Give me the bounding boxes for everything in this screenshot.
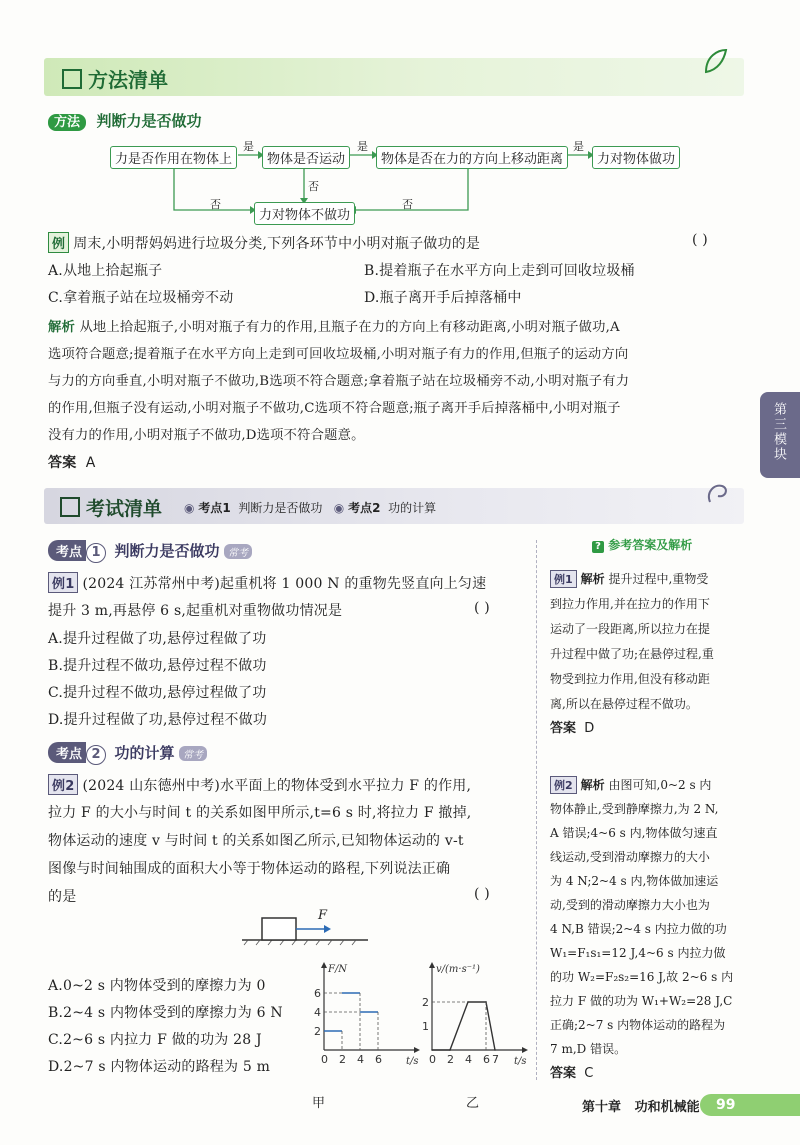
q2-line-4: 图像与时间轴围成的面积大小等于物体运动的路程,下列说法正确	[48, 861, 451, 877]
chart-b-xtick-0: 0	[429, 1053, 436, 1066]
q2-line-3: 物体运动的速度 v 与时间 t 的关系如图乙所示,已知物体运动的 v-t	[48, 833, 464, 849]
chart-a-title: 甲	[312, 1096, 326, 1111]
q1-line-1: 例1 (2024 江苏常州中考)起重机将 1 000 N 的重物先竖直向上匀速	[48, 572, 486, 593]
flow-label-yes-1: 是	[243, 140, 254, 153]
chart-b-xtick-1: 2	[447, 1053, 454, 1066]
q1-option-d: D.提升过程做了功,悬停过程不做功	[48, 712, 268, 728]
answer1-line-2: 到拉力作用,并在拉力的作用下	[550, 597, 710, 611]
chart-b-velocity-line	[432, 1002, 495, 1050]
answer2-line-3: A 错误;4~6 s 内,物体做匀速直	[550, 826, 718, 840]
answer1-line-6: 离,所以在悬停过程不做功。	[550, 697, 698, 711]
chart-a-ytick-0: 2	[314, 1025, 321, 1038]
method-banner-title: 方法清单	[62, 64, 168, 93]
chart-a-xtick-3: 6	[375, 1053, 382, 1066]
kp1-heading: 考点 1 判断力是否做功 常考	[48, 540, 252, 563]
answer2-line-6: 动,受到的滑动摩擦力大小也为	[550, 898, 710, 912]
flow-label-no-1: 否	[210, 198, 221, 211]
chart-b-xtick-2: 4	[465, 1053, 472, 1066]
flow-label-no-3: 否	[402, 198, 413, 211]
key-icon: ?	[592, 541, 604, 553]
example1-answer: 答案 A	[48, 455, 96, 471]
answer1-result: 答案 D	[550, 721, 595, 736]
example1-option-d: D.瓶子离开手后掉落桶中	[364, 290, 522, 306]
chart-b-ytick-1: 2	[422, 996, 429, 1009]
q1-option-b: B.提升过程不做功,悬停过程不做功	[48, 658, 267, 674]
example1-question: 例 周末,小明帮妈妈进行垃圾分类,下列各环节中小明对瓶子做功的是	[48, 232, 480, 253]
chart-a-ytick-1: 4	[314, 1006, 321, 1019]
example1-option-b: B.提着瓶子在水平方向上走到可回收垃圾桶	[364, 263, 635, 279]
module-side-tab: 第三模块	[760, 392, 800, 478]
q2-option-c: C.2~6 s 内拉力 F 做的功为 28 J	[48, 1032, 262, 1048]
chart-b-point-0	[431, 1049, 433, 1051]
answer2-line-1: 例2 解析 由图可知,0~2 s 内	[550, 776, 711, 794]
chart-a-xlabel: t/s	[406, 1056, 419, 1067]
answer2-result: 答案 C	[550, 1066, 594, 1081]
example1-option-c: C.拿着瓶子站在垃圾桶旁不动	[48, 290, 234, 306]
q2-bracket: ( )	[474, 886, 490, 902]
exam-banner-title: 考试清单	[60, 494, 162, 521]
swirl-icon	[702, 478, 732, 512]
chart-a-xtick-1: 2	[339, 1053, 346, 1066]
q2-line-2: 拉力 F 的大小与时间 t 的关系如图甲所示,t=6 s 时,将拉力 F 撤掉,	[48, 805, 472, 821]
q1-line-2: 提升 3 m,再悬停 6 s,起重机对重物做功情况是	[48, 603, 343, 619]
answer2-line-11: 正确;2~7 s 内物体运动的路程为	[550, 1018, 726, 1032]
answer2-line-12: 7 m,D 错误。	[550, 1042, 627, 1056]
answer2-line-4: 线运动,受到滑动摩擦力的大小	[550, 850, 710, 864]
footer-page-bar	[700, 1094, 800, 1116]
answers-header: ? 参考答案及解析	[592, 536, 692, 553]
q2-line-5: 的是	[48, 889, 77, 905]
answer2-line-2: 物体静止,受到静摩擦力,为 2 N,	[550, 802, 719, 816]
chart-a-ylabel: F/N	[328, 964, 348, 975]
chart-b-axes	[429, 962, 528, 1053]
chart-force-time	[306, 962, 426, 1080]
chart-a-axes	[321, 962, 420, 1053]
flowchart-lines	[0, 0, 800, 230]
flow-box-does-work: 力对物体做功	[592, 146, 680, 169]
footer-chapter: 第十章 功和机械能	[582, 1100, 700, 1115]
flow-box-object-moves: 物体是否运动	[262, 146, 350, 169]
column-divider	[536, 540, 537, 1080]
q2-option-d: D.2~7 s 内物体运动的路程为 5 m	[48, 1059, 271, 1075]
chart-b-point-4	[494, 1049, 496, 1051]
example1-option-a: A.从地上拾起瓶子	[48, 263, 163, 279]
kp2-heading: 考点 2 功的计算 常考	[48, 742, 207, 765]
chart-a-xtick-0: 0	[321, 1053, 328, 1066]
chart-a-ytick-2: 6	[314, 987, 321, 1000]
example1-analysis-line-4: 的作用,但瓶子没有运动,小明对瓶子不做功,C选项不符合题意;瓶子离开手后掉落桶中,小明对瓶子	[48, 401, 621, 416]
q2-tag: 例2	[48, 774, 78, 795]
answer2-line-10: 拉力 F 做的功为 W₁+W₂=28 J,C	[550, 994, 733, 1008]
example1-tag: 例	[48, 232, 69, 253]
flow-label-yes-3: 是	[573, 140, 584, 153]
chart-a-xtick-2: 4	[357, 1053, 364, 1066]
flow-box-force-on-object: 力是否作用在物体上	[110, 146, 237, 169]
chart-b-xtick-3: 6	[483, 1053, 490, 1066]
answer1-line-3: 运动了一段距离,所以拉力在提	[550, 622, 710, 636]
flow-label-no-2: 否	[308, 180, 319, 193]
flow-box-no-work: 力对物体不做功	[254, 202, 355, 225]
chart-b-xtick-4: 7	[492, 1053, 499, 1066]
q2-option-a: A.0~2 s 内物体受到的摩擦力为 0	[48, 978, 266, 994]
answer1-line-1: 例1 解析 提升过程中,重物受	[550, 570, 708, 588]
chart-b-ytick-0: 1	[422, 1020, 429, 1033]
force-label: F	[318, 908, 328, 923]
example1-bracket: ( )	[692, 232, 708, 248]
chart-velocity-time	[418, 962, 538, 1080]
answer2-line-9: 的功 W₂=F₂s₂=16 J,故 2~6 s 内	[550, 970, 734, 984]
example1-analysis-line-3: 与力的方向垂直,小明对瓶子不做功,B选项不符合题意;拿着瓶子站在垃圾桶旁不动,小明对瓶子有力	[48, 374, 630, 389]
example1-analysis-line-1: 解析 从地上拾起瓶子,小明对瓶子有力的作用,且瓶子在力的方向上有移动距离,小明对瓶子做功,A	[48, 320, 620, 335]
answer1-line-5: 物受到拉力作用,但没有移动距	[550, 672, 710, 686]
exam-banner-points: ◉ 考点1 判断力是否做功 ◉ 考点2 功的计算	[184, 501, 437, 515]
q2-line-1: 例2 (2024 山东德州中考)水平面上的物体受到水平拉力 F 的作用,	[48, 774, 471, 795]
q1-option-a: A.提升过程做了功,悬停过程做了功	[48, 631, 267, 647]
chart-b-title: 乙	[466, 1096, 480, 1111]
analysis-label: 解析	[48, 320, 75, 335]
checkbox-icon	[60, 497, 80, 517]
q1-bracket: ( )	[474, 600, 490, 616]
flow-box-moves-along-force: 物体是否在力的方向上移动距离	[376, 146, 568, 169]
answer2-line-8: W₁=F₁s₁=12 J,4~6 s 内拉力做	[550, 946, 726, 960]
method-title: 判断力是否做功	[96, 112, 202, 130]
force-arrowhead	[324, 925, 331, 933]
q1-tag: 例1	[48, 572, 78, 593]
page-number: 99	[716, 1097, 736, 1113]
flow-label-yes-2: 是	[357, 140, 368, 153]
q2-option-b: B.2~4 s 内物体受到的摩擦力为 6 N	[48, 1005, 283, 1021]
block-box	[262, 918, 296, 940]
answer2-line-7: 4 N,B 错误;2~4 s 内拉力做的功	[550, 922, 727, 936]
q1-option-c: C.提升过程不做功,悬停过程做了功	[48, 685, 267, 701]
example1-analysis-line-5: 没有力的作用,小明对瓶子不做功,D选项不符合题意。	[48, 428, 365, 443]
example1-analysis-line-2: 选项符合题意;提着瓶子在水平方向上走到可回收垃圾桶,小明对瓶子有力的作用,但瓶子的运动方向	[48, 347, 629, 362]
method-tag: 方法	[48, 114, 86, 131]
answer1-line-4: 升过程中做了功;在悬停过程,重	[550, 647, 714, 661]
chart-b-xlabel: t/s	[514, 1056, 527, 1067]
block-diagram	[240, 908, 370, 948]
chart-b-point-1	[449, 1049, 451, 1051]
answer2-line-5: 为 4 N;2~4 s 内,物体做加速运	[550, 874, 719, 888]
chart-b-ylabel: v/(m·s⁻¹)	[436, 964, 480, 975]
